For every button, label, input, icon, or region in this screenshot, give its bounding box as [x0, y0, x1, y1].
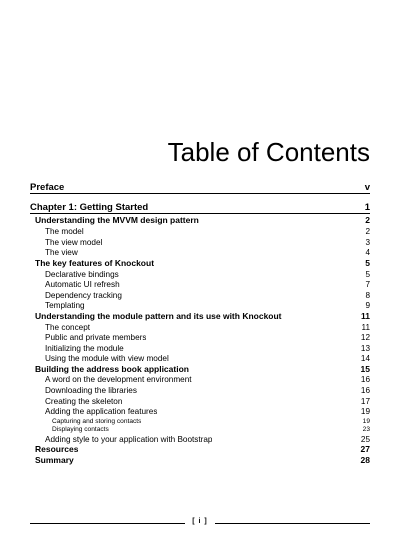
toc-section-row[interactable]	[30, 257, 370, 268]
toc-entry-label: Resources	[35, 445, 79, 455]
toc-subsection-row[interactable]	[30, 353, 370, 364]
toc-subsection-row[interactable]	[30, 416, 370, 425]
toc-entry-page: 15	[360, 363, 370, 374]
toc-entry-page: 2	[365, 227, 370, 237]
toc-entry-label: A word on the development environment	[45, 375, 192, 385]
toc-subsection-row[interactable]	[30, 226, 370, 237]
toc-entry-label: Downloading the libraries	[45, 386, 137, 396]
toc-entry-label: Capturing and storing contacts	[52, 417, 142, 425]
footer-rule-right	[215, 523, 370, 524]
toc-entry-page: 17	[360, 396, 370, 406]
toc-entry-label: Declarative bindings	[45, 269, 119, 279]
footer-rule-left	[30, 523, 185, 524]
toc-chapter-row[interactable]	[30, 181, 370, 194]
toc-subsection-row[interactable]	[30, 268, 370, 279]
toc-entry-page: 7	[365, 280, 370, 290]
toc-entry-page: 1	[364, 201, 370, 213]
toc-entry-page: 28	[360, 454, 370, 465]
toc-entry-page: 5	[365, 269, 370, 279]
toc-entry-page: 11	[361, 310, 370, 321]
toc-entry-label: Building the address book application	[35, 364, 189, 374]
toc-entry-label: The key features of Knockout	[35, 258, 155, 268]
toc-subsection-row[interactable]	[30, 406, 370, 417]
toc-subsection-row[interactable]	[30, 385, 370, 396]
toc-entry-page: 27	[360, 444, 370, 455]
toc-subsection-row[interactable]	[30, 289, 370, 300]
page-footer	[30, 519, 370, 527]
toc-entry-label: Using the module with view model	[45, 354, 169, 364]
toc-subsection-row[interactable]	[30, 395, 370, 406]
toc-entry-label: Understanding the MVVM design pattern	[35, 216, 199, 226]
toc-entry-page: 25	[360, 435, 370, 445]
toc-entry-label: Understanding the module pattern and its use with Knockout	[35, 311, 282, 321]
toc-entry-page: 4	[365, 248, 370, 258]
toc-entry-label: The concept	[45, 322, 91, 332]
toc-section-row[interactable]	[30, 444, 370, 455]
toc-entry-page: 23	[362, 426, 370, 434]
toc-subsection-row[interactable]	[30, 425, 370, 434]
toc-entry-label: Chapter 1: Getting Started	[30, 202, 149, 213]
toc-entry-label: Dependency tracking	[45, 290, 122, 300]
toc-entry-label: Automatic UI refresh	[45, 280, 120, 290]
page-title: Table of Contents	[167, 137, 370, 167]
toc-entry-page: v	[364, 181, 370, 193]
toc-entry-page: 19	[360, 407, 370, 417]
toc-subsection-row[interactable]	[30, 433, 370, 444]
toc-entry-label: Creating the skeleton	[45, 396, 123, 406]
toc-section-row[interactable]	[30, 310, 370, 321]
toc-subsection-row[interactable]	[30, 300, 370, 311]
toc-subsection-row[interactable]	[30, 332, 370, 343]
toc-entry-label: Displaying contacts	[52, 426, 109, 434]
toc-subsection-row[interactable]	[30, 321, 370, 332]
toc-entry-label: Public and private members	[45, 333, 147, 343]
toc-entry-page: 9	[365, 301, 370, 311]
toc-chapter-row[interactable]	[30, 201, 370, 214]
toc-entry-label: Initializing the module	[45, 343, 124, 353]
toc-entry-page: 8	[365, 290, 370, 300]
toc-entry-page: 2	[365, 215, 370, 226]
toc-subsection-row[interactable]	[30, 236, 370, 247]
toc-entry-page: 11	[361, 322, 370, 332]
footer-page-number: [ i ]	[192, 518, 208, 525]
toc-entry-page: 5	[365, 257, 370, 268]
toc-entry-label: Preface	[30, 182, 65, 193]
toc-entry-page: 19	[362, 417, 370, 425]
toc-entry-label: Summary	[35, 455, 74, 465]
toc-section-row[interactable]	[30, 455, 370, 466]
toc-entry-page: 12	[360, 333, 370, 343]
toc-entry-page: 16	[360, 375, 370, 385]
toc-entry-label: The model	[45, 227, 84, 237]
toc-subsection-row[interactable]	[30, 247, 370, 258]
toc-entry-page: 14	[360, 354, 370, 364]
toc-entry-page: 16	[360, 386, 370, 396]
toc-subsection-row[interactable]	[30, 342, 370, 353]
toc-entry-label: Adding the application features	[45, 407, 158, 417]
toc-subsection-row[interactable]	[30, 374, 370, 385]
toc-subsection-row[interactable]	[30, 279, 370, 290]
toc-section-row[interactable]	[30, 215, 370, 226]
toc-entry-label: The view	[45, 248, 78, 258]
toc-entry-label: Templating	[45, 301, 85, 311]
toc-entry-label: Adding style to your application with Bootstrap	[45, 435, 213, 445]
table-of-contents	[30, 181, 370, 465]
toc-entry-page: 13	[360, 343, 370, 353]
toc-entry-label: The view model	[45, 237, 103, 247]
toc-entry-page: 3	[365, 237, 370, 247]
toc-section-row[interactable]	[30, 363, 370, 374]
